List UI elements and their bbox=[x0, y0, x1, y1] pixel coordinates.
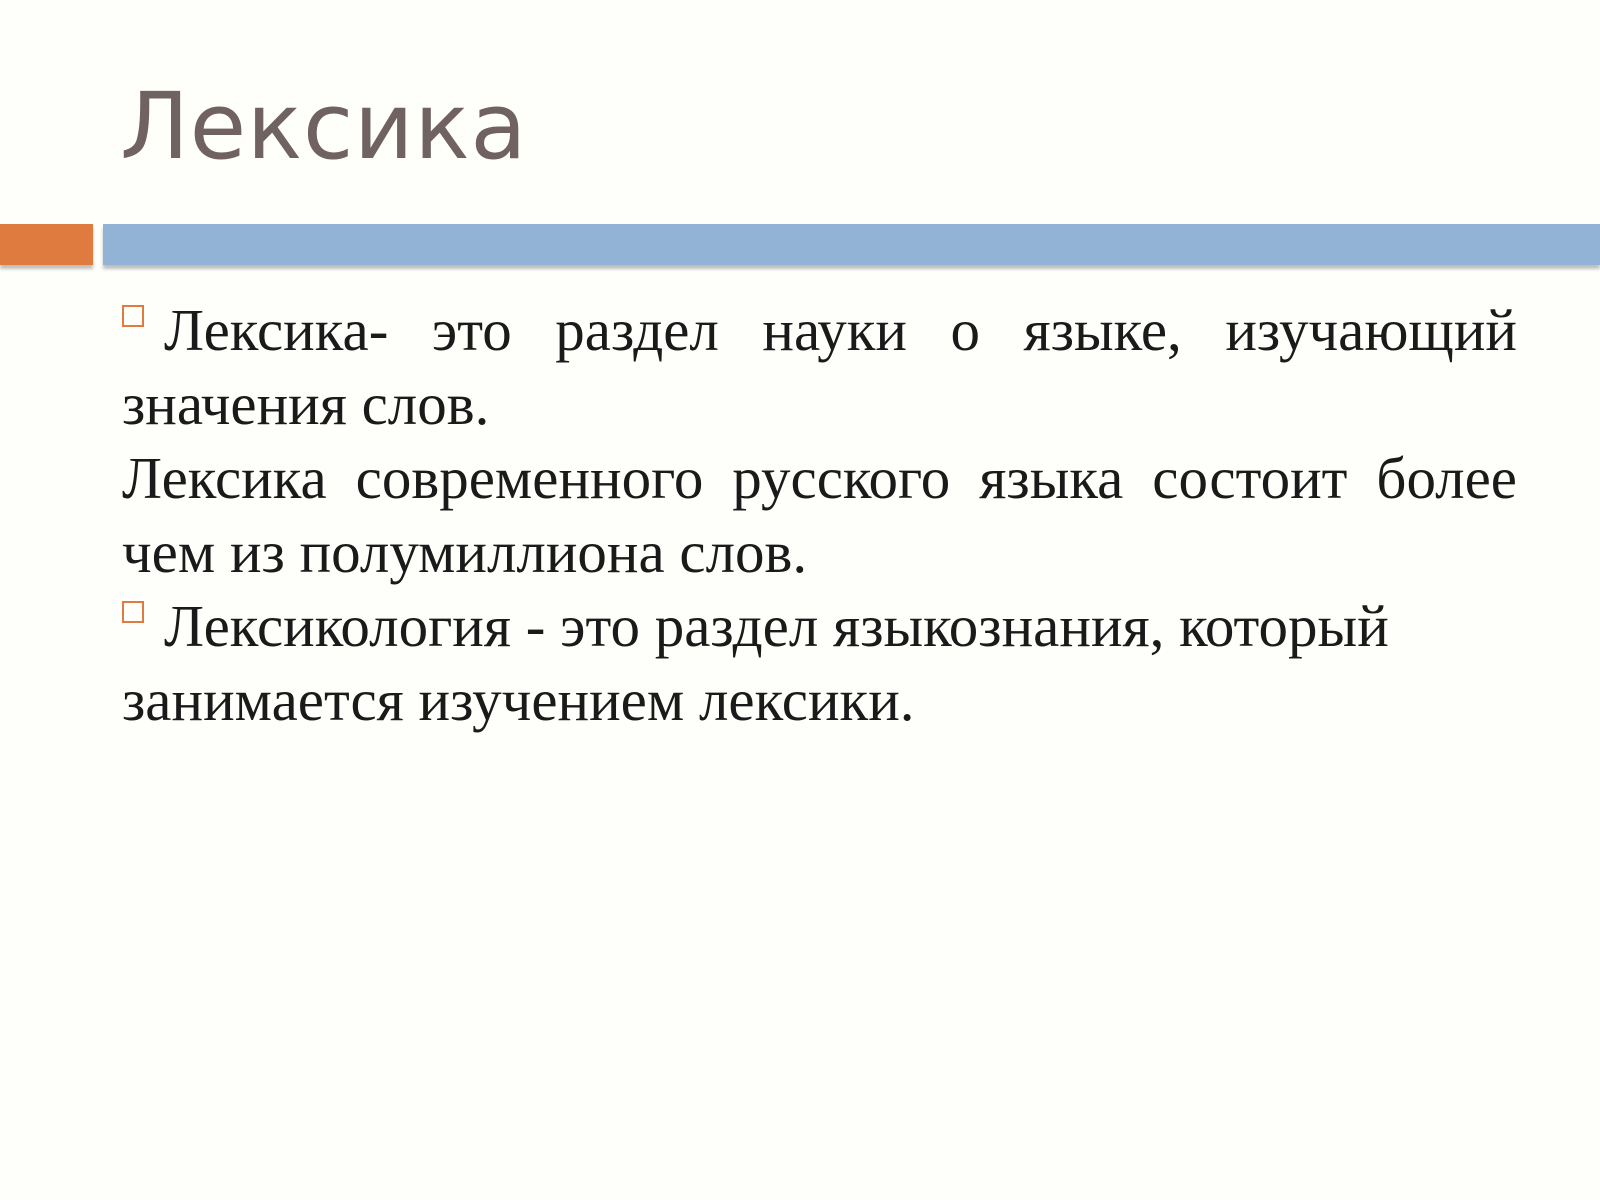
paragraph-text: Лексика современного русского языка состоит более чем из полумиллиона слов. bbox=[122, 445, 1517, 585]
paragraph-text: Лексикология - это раздел языкознания, который занимается изучением лексики. bbox=[122, 593, 1389, 733]
square-bullet-icon bbox=[122, 305, 144, 327]
slide-title: Лексика bbox=[120, 73, 528, 180]
slide-body bbox=[122, 293, 1517, 737]
bullet-paragraph-3 bbox=[122, 589, 1517, 737]
square-bullet-icon bbox=[122, 601, 144, 623]
paragraph-text: Лексика- это раздел науки о языке, изучающий значения слов. bbox=[122, 297, 1517, 437]
accent-bar-blue bbox=[103, 224, 1600, 265]
accent-bar-orange bbox=[0, 224, 93, 265]
paragraph-2 bbox=[122, 441, 1517, 589]
bullet-paragraph-1 bbox=[122, 293, 1517, 441]
